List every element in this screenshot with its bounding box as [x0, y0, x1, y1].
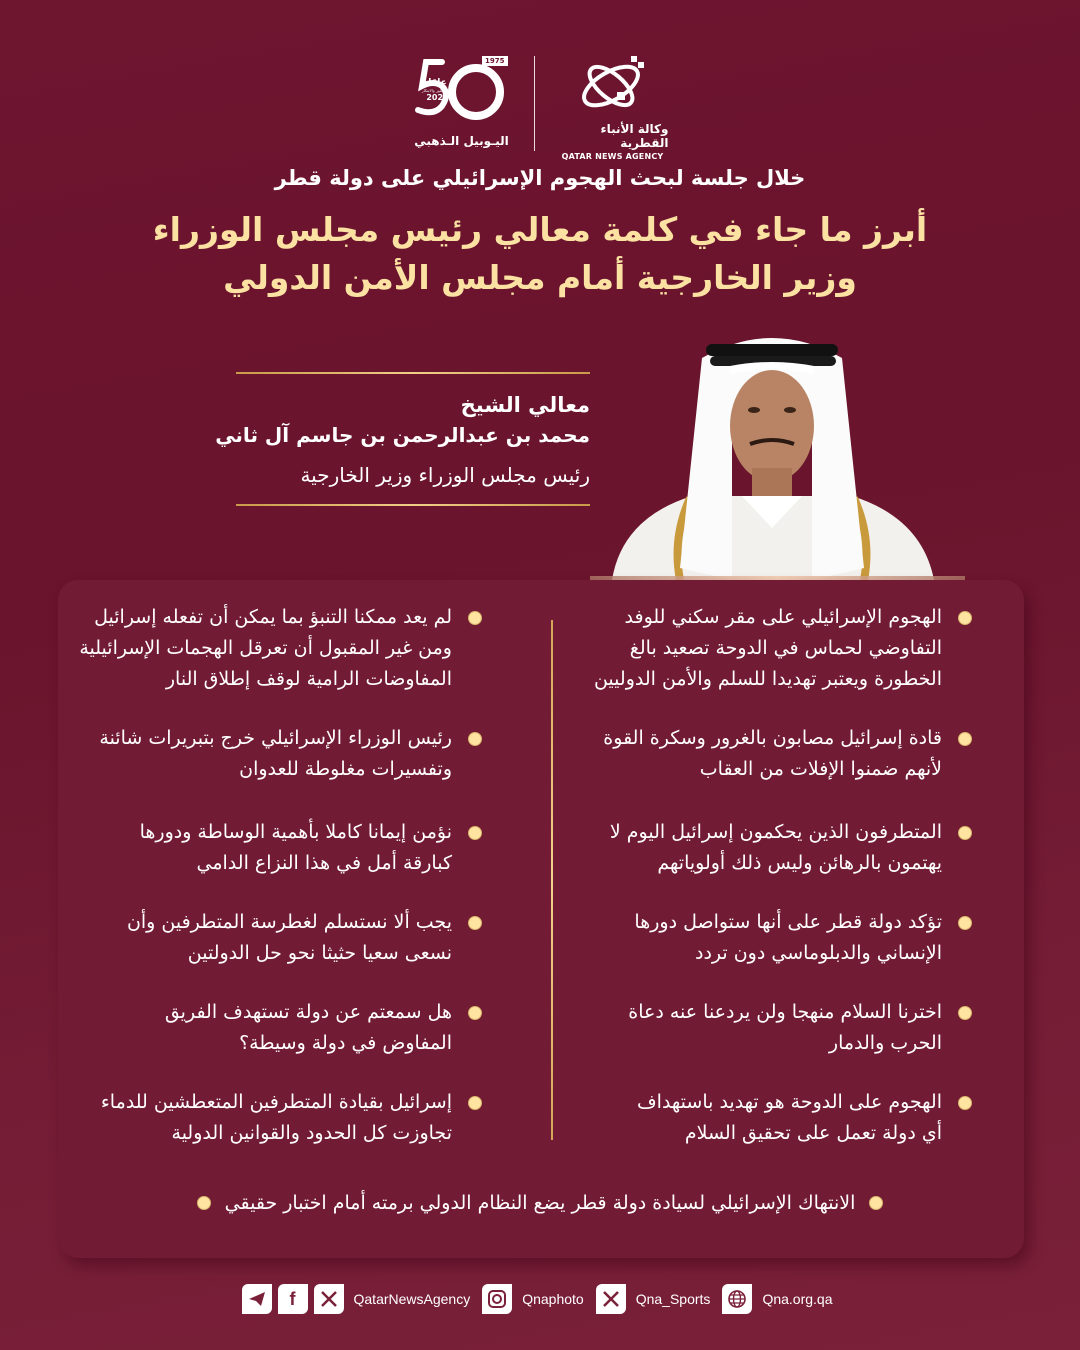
jubilee-small-text: من التطور والابتكار: [421, 88, 454, 93]
bullet-dot-icon: [958, 916, 972, 930]
person-name: محمد بن عبدالرحمن بن جاسم آل ثاني: [215, 423, 590, 447]
bullet-dot-icon: [468, 611, 482, 625]
x-icon[interactable]: [314, 1284, 344, 1314]
bullet-dot-icon: [468, 732, 482, 746]
telegram-icon[interactable]: [242, 1284, 272, 1314]
golden-jubilee-logo: [412, 52, 512, 148]
statement-item: اخترنا السلام منهجا ولن يردعنا عنه دعاة الحرب والدمار: [552, 997, 972, 1059]
left-column: [62, 602, 482, 1149]
jubilee-word: عامًا: [428, 78, 447, 88]
globe-icon[interactable]: [722, 1284, 752, 1314]
bullet-dot-icon: [468, 1096, 482, 1110]
qna-logo: [557, 52, 669, 161]
statement-item: يجب ألا نستسلم لغطرسة المتطرفين وأن نسعى سعيا حثيثا نحو حل الدولتين: [62, 907, 482, 969]
jubilee-inner-text: [422, 78, 454, 102]
portrait-photo: [602, 318, 942, 580]
instagram-icon[interactable]: [482, 1284, 512, 1314]
statement-item: رئيس الوزراء الإسرائيلي خرج بتبريرات شائنة وتفسيرات مغلوطة للعدوان: [62, 723, 482, 785]
bullet-dot-icon: [869, 1196, 883, 1210]
person-title: رئيس مجلس الوزراء وزير الخارجية: [300, 463, 590, 487]
bullet-dot-icon: [468, 1006, 482, 1020]
jubilee-year-start: 1975: [482, 56, 507, 66]
jubilee-year-end: 2025: [426, 93, 449, 102]
bottom-statement-text: الانتهاك الإسرائيلي لسيادة دولة قطر يضع النظام الدولي برمته أمام اختبار حقيقي: [224, 1192, 856, 1214]
logo-row: [0, 52, 1080, 161]
statement-item: تؤكد دولة قطر على أنها ستواصل دورها الإنساني والدبلوماسي دون تردد: [552, 907, 972, 969]
subtitle: خلال جلسة لبحث الهجوم الإسرائيلي على دولة قطر: [274, 166, 806, 190]
statement-item: هل سمعتم عن دولة تستهدف الفريق المفاوض في دولة وسيطة؟: [62, 997, 482, 1059]
bullet-dot-icon: [468, 916, 482, 930]
person-info: [215, 372, 590, 506]
headline-line-1: أبرز ما جاء في كلمة معالي رئيس مجلس الوزراء: [152, 210, 928, 249]
website-link[interactable]: Qna.org.qa: [762, 1291, 833, 1307]
bullet-dot-icon: [468, 826, 482, 840]
headline: [0, 206, 1080, 302]
gold-rule-top: [236, 372, 590, 374]
person-honorific: معالي الشيخ: [460, 393, 590, 417]
statement-item: لم يعد ممكنا التنبؤ بما يمكن أن تفعله إسرائيل ومن غير المقبول أن تعرقل الهجمات الإسرائيلية المفاوضات الرامية لوقف إطلاق النار: [62, 602, 482, 695]
statement-item: الهجوم على الدوحة هو تهديد باستهداف أي دولة تعمل على تحقيق السلام: [552, 1087, 972, 1149]
statement-item: المتطرفون الذين يحكمون إسرائيل اليوم لا يهتمون بالرهائن وليس ذلك أولوياتهم: [552, 817, 972, 879]
bullet-dot-icon: [197, 1196, 211, 1210]
bullet-dot-icon: [958, 611, 972, 625]
agency-name-arabic: وكالة الأنباء القطرية: [600, 122, 669, 150]
handle-instagram[interactable]: Qnaphoto: [522, 1291, 584, 1307]
statement-item: الهجوم الإسرائيلي على مقر سكني للوفد التفاوضي لحماس في الدوحة تصعيد بالغ الخطورة ويعتبر تهديدا للسلم والأمن الدوليين: [552, 602, 972, 695]
qna-orbit-icon: [573, 52, 653, 118]
statement-item: قادة إسرائيل مصابون بالغرور وسكرة القوة لأنهم ضمنوا الإفلات من العقاب: [552, 723, 972, 785]
statement-item: نؤمن إيمانا كاملا بأهمية الوساطة ودورها كبارقة أمل في هذا النزاع الدامي: [62, 817, 482, 879]
handle-main[interactable]: QatarNewsAgency: [353, 1291, 471, 1307]
x-icon[interactable]: [596, 1284, 626, 1314]
bullet-dot-icon: [958, 1006, 972, 1020]
handle-sports[interactable]: Qna_Sports: [635, 1291, 711, 1307]
logo-divider: [534, 56, 535, 151]
agency-name-english: QATAR NEWS AGENCY: [561, 152, 664, 161]
social-footer: [0, 1284, 1080, 1314]
right-column: [552, 602, 972, 1149]
bullet-dot-icon: [958, 1096, 972, 1110]
headline-line-2: وزير الخارجية أمام مجلس الأمن الدولي: [223, 258, 857, 297]
facebook-icon[interactable]: f: [278, 1284, 308, 1314]
jubilee-caption: اليـوبيل الـذهبي: [414, 134, 509, 148]
bullet-dot-icon: [958, 732, 972, 746]
statement-item: إسرائيل بقيادة المتطرفين المتعطشين للدماء تجاوزت كل الحدود والقوانين الدولية: [62, 1087, 482, 1149]
bullet-dot-icon: [958, 826, 972, 840]
bottom-statement: [0, 1192, 1080, 1214]
gold-rule-bottom: [236, 504, 590, 506]
